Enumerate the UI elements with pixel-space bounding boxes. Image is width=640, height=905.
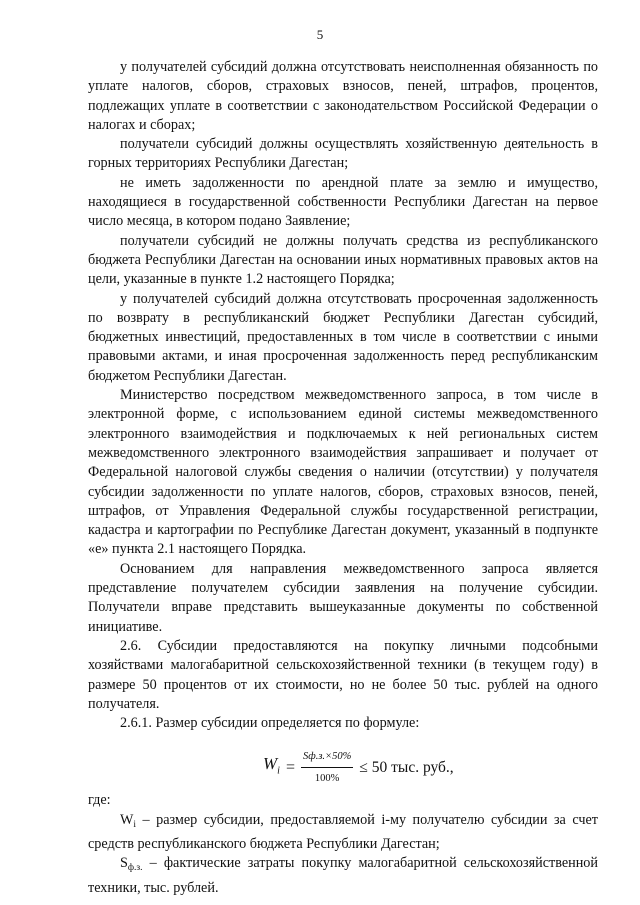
definition-w: $W_i$ – размер субсидии, предоставляемой i-му получателю субсидии за счет средств республиканского бюджета Республики Дагестан;	[88, 811, 598, 852]
paragraph: 2.6. Субсидии предоставляются на покупку личными подсобными хозяйствами малогабаритной сельскохозяйственной техники (в текущем году) в размере 50 процентов от их стоимости, но не более 50 тыс. рублей на одного получателя.	[88, 637, 598, 712]
paragraph: 2.6.1. Размер субсидии определяется по формуле:	[120, 715, 420, 732]
paragraph: у получателей субсидий должна отсутствовать неисполненная обязанность по уплате налогов, сборов, страховых взносов, пеней, штрафов, процентов, подлежащих уплате в соответствии с законодательством Российской Федерации о налогах и сборах;	[88, 59, 598, 133]
definition-s: $S_{ф.з.}$ – фактические затраты покупку малогабаритной сельскохозяйственной техники, тыс. рублей.	[88, 855, 598, 896]
document-body	[88, 58, 598, 898]
formula-rhs: ≤ 50 тыс. руб.,	[359, 758, 454, 776]
paragraph: у получателей субсидий должна отсутствовать просроченная задолженность по возврату в республиканский бюджет Республики Дагестан субсидий, бюджетных инвестиций, предоставленных в том числе в соответствии с иными правовыми актами, и иная просроченная задолженность перед республиканским бюджетом Республики Дагестан.	[88, 290, 598, 384]
formula-denominator: 100%	[314, 772, 340, 784]
formula-fraction	[301, 747, 353, 789]
paragraph: не иметь задолженности по арендной плате за землю и имущество, находящиеся в государственной собственности Республики Дагестан на первое число месяца, в котором подано Заявление;	[88, 174, 598, 230]
paragraph: Основанием для направления межведомственного запроса является представление получателем субсидии заявления на получение субсидии. Получатели вправе представить вышеуказанные документы по собственной инициативе.	[88, 560, 598, 635]
formula-lhs: $W_i$	[263, 754, 280, 777]
paragraph: получатели субсидий должны осуществлять хозяйственную деятельность в горных территориях Республики Дагестан;	[88, 136, 598, 172]
paragraph: Министерство посредством межведомственного запроса, в том числе в электронной форме, с использованием единой системы межведомственного электронного взаимодействия и подключаемых к ней региональных систем межведомственного электронного взаимодействия запрашивает и получает от Федеральной налоговой службы сведения о наличии (отсутствии) у получателя субсидии задолженности по уплате налогов, сборов, страховых взносов, пеней, штрафов, от Управления Федеральной службы государственной регистрации, кадастра и картографии по Республике Дагестан документ, указанный в подпункте «е» пункта 2.1 настоящего Порядка.	[88, 387, 598, 558]
paragraph: получатели субсидий не должны получать средства из республиканского бюджета Республики Дагестан на основании иных нормативных правовых актов на цели, указанные в пункте 1.2 настоящего Порядка;	[88, 232, 598, 288]
equals-sign: =	[285, 758, 295, 776]
formula-numerator: Sф.з.×50%	[301, 747, 353, 768]
page-number: 5	[316, 27, 324, 42]
where-label: где:	[88, 792, 111, 809]
subsidy-formula	[88, 747, 598, 787]
